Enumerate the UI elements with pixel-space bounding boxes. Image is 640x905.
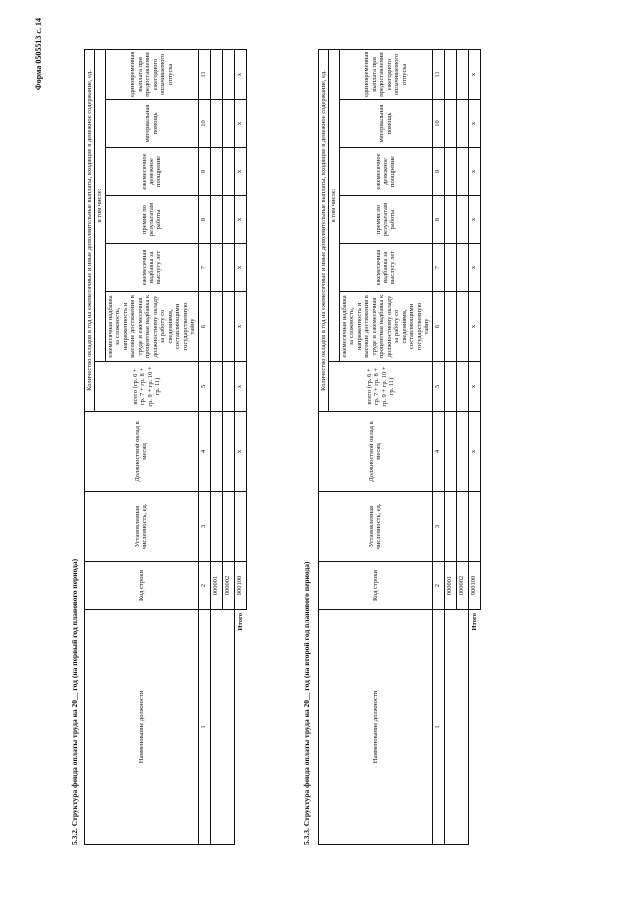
cell-count[interactable]: [444, 492, 456, 562]
cell-c11[interactable]: [222, 49, 234, 99]
cell-monthly[interactable]: [210, 412, 222, 492]
header-c11: единовременная выплата при предоставлении ежегодного оплачиваемого отпуска: [105, 49, 198, 99]
cell-count[interactable]: [222, 492, 234, 562]
cell-c8[interactable]: [222, 196, 234, 244]
table-row: [210, 49, 222, 844]
cell-c6[interactable]: [444, 292, 456, 362]
header-count: Установленная численность, ед.: [319, 492, 433, 562]
header-monthly-salary: Должностной оклад в месяц: [319, 412, 433, 492]
column-number: 8: [198, 196, 210, 244]
cell-c6[interactable]: [210, 292, 222, 362]
total-cell-count[interactable]: [234, 492, 246, 562]
total-cell-c11: x: [234, 49, 246, 99]
cell-total[interactable]: [444, 362, 456, 412]
form-label: Форма 0505513 с. 14: [34, 18, 43, 91]
column-number: 7: [198, 244, 210, 292]
header-c7: ежемесячная надбавка за выслугу лет: [105, 244, 198, 292]
cell-c6[interactable]: [222, 292, 234, 362]
cell-count[interactable]: [210, 492, 222, 562]
cell-monthly[interactable]: [222, 412, 234, 492]
header-in-that: в том числе:: [95, 49, 105, 361]
cell-c9[interactable]: [444, 148, 456, 196]
header-code: Код строки: [85, 562, 199, 610]
header-monthly-salary: Должностной оклад в месяц: [85, 412, 199, 492]
column-number: 11: [198, 49, 210, 99]
cell-monthly[interactable]: [444, 412, 456, 492]
cell-c7[interactable]: [444, 244, 456, 292]
header-c8: премии по результатам работы: [339, 196, 432, 244]
total-label: Итого: [234, 610, 246, 845]
salary-structure-table-1: [84, 49, 247, 845]
total-cell-monthly: x: [468, 412, 480, 492]
position-name-cell[interactable]: [444, 610, 468, 845]
total-cell-count[interactable]: [468, 492, 480, 562]
total-cell-c7: x: [468, 244, 480, 292]
cell-c7[interactable]: [210, 244, 222, 292]
column-number: 3: [198, 492, 210, 562]
column-number: 9: [432, 148, 444, 196]
header-c10: материальная помощь: [339, 100, 432, 148]
column-number: 1: [432, 610, 444, 845]
column-number: 10: [198, 100, 210, 148]
column-number: 6: [432, 292, 444, 362]
column-number: 1: [198, 610, 210, 845]
table-row: [444, 49, 456, 844]
column-number: 4: [198, 412, 210, 492]
column-number: 11: [432, 49, 444, 99]
cell-code: 000002: [222, 562, 234, 610]
total-cell-c6: x: [234, 292, 246, 362]
column-number: 7: [432, 244, 444, 292]
cell-c10[interactable]: [456, 100, 468, 148]
header-c8: премии по результатам работы: [105, 196, 198, 244]
total-row: [468, 49, 480, 844]
cell-c8[interactable]: [456, 196, 468, 244]
column-number: 8: [432, 196, 444, 244]
header-group: Количество окладов в год на ежемесячные и иные дополнительные выплаты, входящие в денежное содержание, ед.: [85, 49, 95, 411]
header-c6: ежемесячная надбавка за сложность, напряженность и высокие достижения в труде и ежемесячная процентная надбавка к должностному окладу за работу со сведениями, составляющими государственную тайну: [105, 292, 198, 362]
cell-total[interactable]: [210, 362, 222, 412]
column-number: 10: [432, 100, 444, 148]
section-title-5-3-3: 5.3.3. Структура фонда оплаты труда на 20__ год (на второй год планового периода): [302, 561, 311, 845]
total-cell-c7: x: [234, 244, 246, 292]
header-count: Установленная численность, ед.: [85, 492, 199, 562]
total-cell-c9: x: [468, 148, 480, 196]
cell-c11[interactable]: [444, 49, 456, 99]
position-name-cell[interactable]: [210, 610, 234, 845]
total-cell-c8: x: [234, 196, 246, 244]
cell-c8[interactable]: [444, 196, 456, 244]
column-number: 6: [198, 292, 210, 362]
cell-c9[interactable]: [222, 148, 234, 196]
column-number: 5: [432, 362, 444, 412]
total-cell-total: x: [468, 362, 480, 412]
column-number: 9: [198, 148, 210, 196]
cell-c8[interactable]: [210, 196, 222, 244]
total-cell-c10: x: [234, 100, 246, 148]
header-group: Количество окладов в год на ежемесячные и иные дополнительные выплаты, входящие в денежное содержание, ед.: [319, 49, 329, 411]
header-total: всего (гр. 6 + гр. 7 + гр. 8 + гр. 9 + гр. 10 + гр. 11): [329, 362, 432, 412]
total-cell-monthly: x: [234, 412, 246, 492]
cell-code: 000002: [456, 562, 468, 610]
header-c9: ежемесячное денежное поощрение: [339, 148, 432, 196]
cell-c10[interactable]: [444, 100, 456, 148]
total-cell-c9: x: [234, 148, 246, 196]
cell-c10[interactable]: [222, 100, 234, 148]
total-cell-total: x: [234, 362, 246, 412]
column-number: 5: [198, 362, 210, 412]
header-name: Наименование должности: [85, 610, 199, 845]
header-c11: единовременная выплата при предоставлении ежегодного оплачиваемого отпуска: [339, 49, 432, 99]
cell-code: 000001: [210, 562, 222, 610]
cell-total[interactable]: [456, 362, 468, 412]
cell-total[interactable]: [222, 362, 234, 412]
header-c10: материальная помощь: [105, 100, 198, 148]
salary-structure-table-2: [318, 49, 481, 845]
total-cell-c11: x: [468, 49, 480, 99]
column-number: 3: [432, 492, 444, 562]
header-code: Код строки: [319, 562, 433, 610]
cell-c9[interactable]: [456, 148, 468, 196]
cell-code: 000001: [444, 562, 456, 610]
total-row: [234, 49, 246, 844]
cell-c10[interactable]: [210, 100, 222, 148]
cell-c7[interactable]: [222, 244, 234, 292]
column-number: 2: [198, 562, 210, 610]
cell-monthly[interactable]: [456, 412, 468, 492]
cell-count[interactable]: [456, 492, 468, 562]
header-in-that: в том числе:: [329, 49, 339, 361]
total-cell-c8: x: [468, 196, 480, 244]
header-total: всего (гр. 6 + гр. 7 + гр. 8 + гр. 9 + гр. 10 + гр. 11): [95, 362, 198, 412]
column-number: 2: [432, 562, 444, 610]
column-number: 4: [432, 412, 444, 492]
header-c9: ежемесячное денежное поощрение: [105, 148, 198, 196]
header-c6: ежемесячная надбавка за сложность, напряженность и высокие достижения в труде и ежемесячная процентная надбавка к должностному окладу за работу со сведениями, составляющими государственную тайну: [339, 292, 432, 362]
header-c7: ежемесячная надбавка за выслугу лет: [339, 244, 432, 292]
cell-c9[interactable]: [210, 148, 222, 196]
section-title-5-3-2: 5.3.2. Структура фонда оплаты труда на 20__ год (на первый год планового периода): [70, 558, 79, 845]
total-cell-code: 900100: [468, 562, 480, 610]
cell-c7[interactable]: [456, 244, 468, 292]
cell-c11[interactable]: [456, 49, 468, 99]
total-cell-c10: x: [468, 100, 480, 148]
cell-c6[interactable]: [456, 292, 468, 362]
total-cell-c6: x: [468, 292, 480, 362]
total-label: Итого: [468, 610, 480, 845]
cell-c11[interactable]: [210, 49, 222, 99]
total-cell-code: 900100: [234, 562, 246, 610]
header-name: Наименование должности: [319, 610, 433, 845]
